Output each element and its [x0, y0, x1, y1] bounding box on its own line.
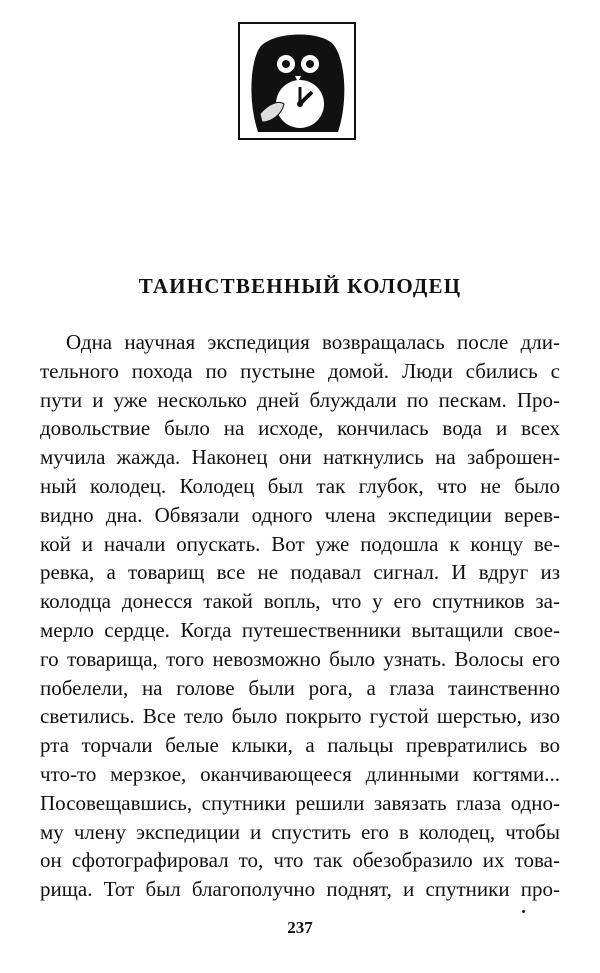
chapter-title: ТАИНСТВЕННЫЙ КОЛОДЕЦ	[138, 274, 462, 298]
text-line: пути и уже несколько дней блуждали по пескам. Про-	[40, 387, 560, 412]
text-line: рта торчали белые клыки, а пальцы превратились во	[40, 733, 560, 758]
text-line: мучила жажда. Наконец они наткнулись на заброшен-	[40, 445, 560, 470]
scan-speck	[522, 910, 525, 913]
text-line: довольствие было на исходе, кончилась вода и всех	[40, 416, 560, 441]
text-line: колодца донесся такой вопль, что у его спутников за-	[40, 589, 560, 614]
text-line: видно дна. Обвязали одного члена экспедиции верев-	[40, 502, 560, 527]
text-line: го товарища, того невозможно было узнать. Волосы его	[40, 646, 560, 671]
owl-with-clock-icon	[238, 22, 356, 140]
body-text	[40, 328, 560, 904]
text-line: ный колодец. Колодец был так глубок, что не было	[40, 473, 560, 498]
text-line: кой и начали опускать. Вот уже подошла к концу ве-	[40, 531, 560, 556]
text-line: Посовещавшись, спутники решили завязать глаза одно-	[40, 790, 560, 815]
text-line: побелели, на голове были рога, а глаза таинственно	[40, 675, 560, 700]
text-line: рища. Тот был благополучно поднят, и спутники про-	[40, 877, 560, 902]
text-line: он сфотографировал то, что так обезобразило их това-	[40, 848, 560, 873]
page-number: 237	[287, 918, 313, 937]
text-line: ревка, а товарищ все не подавал сигнал. И вдруг из	[40, 560, 560, 585]
text-line: светились. Все тело было покрыто густой шерстью, изо	[40, 704, 560, 729]
text-line: Одна научная экспедиция возвращалась после дли-	[66, 330, 560, 354]
text-line: му члену экспедиции и спустить его в колодец, чтобы	[40, 819, 560, 844]
text-line: что-то мерзкое, оканчивающееся длинными когтями...	[40, 761, 560, 786]
text-line: мерло сердце. Когда путешественники вытащили свое-	[40, 617, 560, 642]
text-line: тельного похода по пустыне домой. Люди сбились с	[40, 358, 560, 383]
